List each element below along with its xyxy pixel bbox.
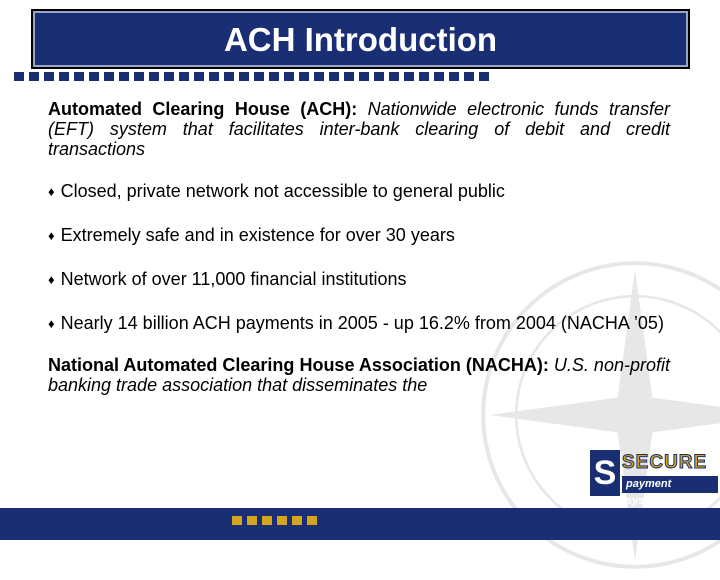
decorative-square	[352, 516, 362, 525]
decorative-square	[577, 516, 587, 525]
diamond-bullet-icon: ♦	[48, 316, 55, 331]
ach-description: Nationwide electronic funds transfer (EFT) system that facilitates inter-bank clearing of debit and credit transactions	[48, 99, 670, 159]
bullet-item: ♦ Closed, private network not accessible to general public	[48, 181, 505, 201]
decorative-square	[322, 516, 332, 525]
decorative-square	[419, 72, 429, 81]
nacha-term: National Automated Clearing House Association (NACHA):	[48, 355, 549, 375]
logo-letter: S	[593, 454, 617, 492]
decorative-square	[134, 72, 144, 81]
decorative-square	[479, 72, 489, 81]
decorative-square	[449, 72, 459, 81]
decorative-square	[682, 516, 692, 525]
decorative-square	[389, 72, 399, 81]
decorative-square	[442, 516, 452, 525]
decorative-square	[277, 516, 287, 525]
decorative-square	[104, 72, 114, 81]
decorative-square	[667, 516, 677, 525]
diamond-bullet-icon: ♦	[48, 228, 55, 243]
decorative-square	[547, 516, 557, 525]
slide-title: ACH Introduction	[223, 21, 498, 58]
decorative-square	[397, 516, 407, 525]
decorative-square	[284, 72, 294, 81]
decorative-square	[344, 72, 354, 81]
diamond-bullet-icon: ♦	[48, 184, 55, 199]
decorative-square	[314, 72, 324, 81]
decorative-square	[532, 516, 542, 525]
decorative-square	[622, 516, 632, 525]
decorative-square	[502, 516, 512, 525]
decorative-square	[232, 516, 242, 525]
ach-definition	[48, 99, 670, 159]
decorative-dots-bottom	[232, 516, 692, 525]
decorative-square	[464, 72, 474, 81]
decorative-square	[262, 516, 272, 525]
decorative-square	[269, 72, 279, 81]
decorative-square	[329, 72, 339, 81]
decorative-square	[307, 516, 317, 525]
decorative-square	[29, 72, 39, 81]
decorative-dots-top	[14, 72, 489, 81]
diamond-bullet-icon: ♦	[48, 272, 55, 287]
decorative-square	[299, 72, 309, 81]
decorative-square	[239, 72, 249, 81]
nacha-description: U.S. non-profit banking trade association that disseminates the	[48, 355, 670, 395]
ach-term: Automated Clearing House (ACH):	[48, 99, 358, 119]
decorative-square	[517, 516, 527, 525]
decorative-square	[59, 72, 69, 81]
decorative-square	[487, 516, 497, 525]
decorative-square	[359, 72, 369, 81]
decorative-square	[472, 516, 482, 525]
decorative-square	[592, 516, 602, 525]
decorative-square	[607, 516, 617, 525]
decorative-square	[164, 72, 174, 81]
decorative-square	[292, 516, 302, 525]
decorative-square	[119, 72, 129, 81]
decorative-square	[44, 72, 54, 81]
secure-payment-systems-logo	[590, 450, 718, 507]
nacha-definition	[48, 355, 670, 395]
decorative-square	[247, 516, 257, 525]
decorative-square	[652, 516, 662, 525]
bullet-item: ♦ Nearly 14 billion ACH payments in 2005 - up 16.2% from 2004 (NACHA ’05)	[48, 313, 664, 333]
decorative-square	[209, 72, 219, 81]
decorative-square	[254, 72, 264, 81]
decorative-square	[427, 516, 437, 525]
decorative-square	[149, 72, 159, 81]
decorative-square	[367, 516, 377, 525]
decorative-square	[457, 516, 467, 525]
decorative-square	[434, 72, 444, 81]
bullet-item: ♦ Network of over 11,000 financial institutions	[48, 269, 407, 289]
decorative-square	[74, 72, 84, 81]
decorative-square	[194, 72, 204, 81]
bullet-item: ♦ Extremely safe and in existence for over 30 years	[48, 225, 455, 245]
logo-word: SECURE	[622, 452, 708, 473]
logo-subtitle: payment systems	[622, 476, 718, 493]
decorative-square	[637, 516, 647, 525]
decorative-square	[179, 72, 189, 81]
decorative-square	[89, 72, 99, 81]
decorative-square	[382, 516, 392, 525]
decorative-square	[562, 516, 572, 525]
decorative-square	[412, 516, 422, 525]
decorative-square	[374, 72, 384, 81]
title-bar	[31, 9, 690, 69]
decorative-square	[337, 516, 347, 525]
slide-content	[48, 99, 670, 395]
decorative-square	[224, 72, 234, 81]
decorative-square	[14, 72, 24, 81]
decorative-square	[404, 72, 414, 81]
